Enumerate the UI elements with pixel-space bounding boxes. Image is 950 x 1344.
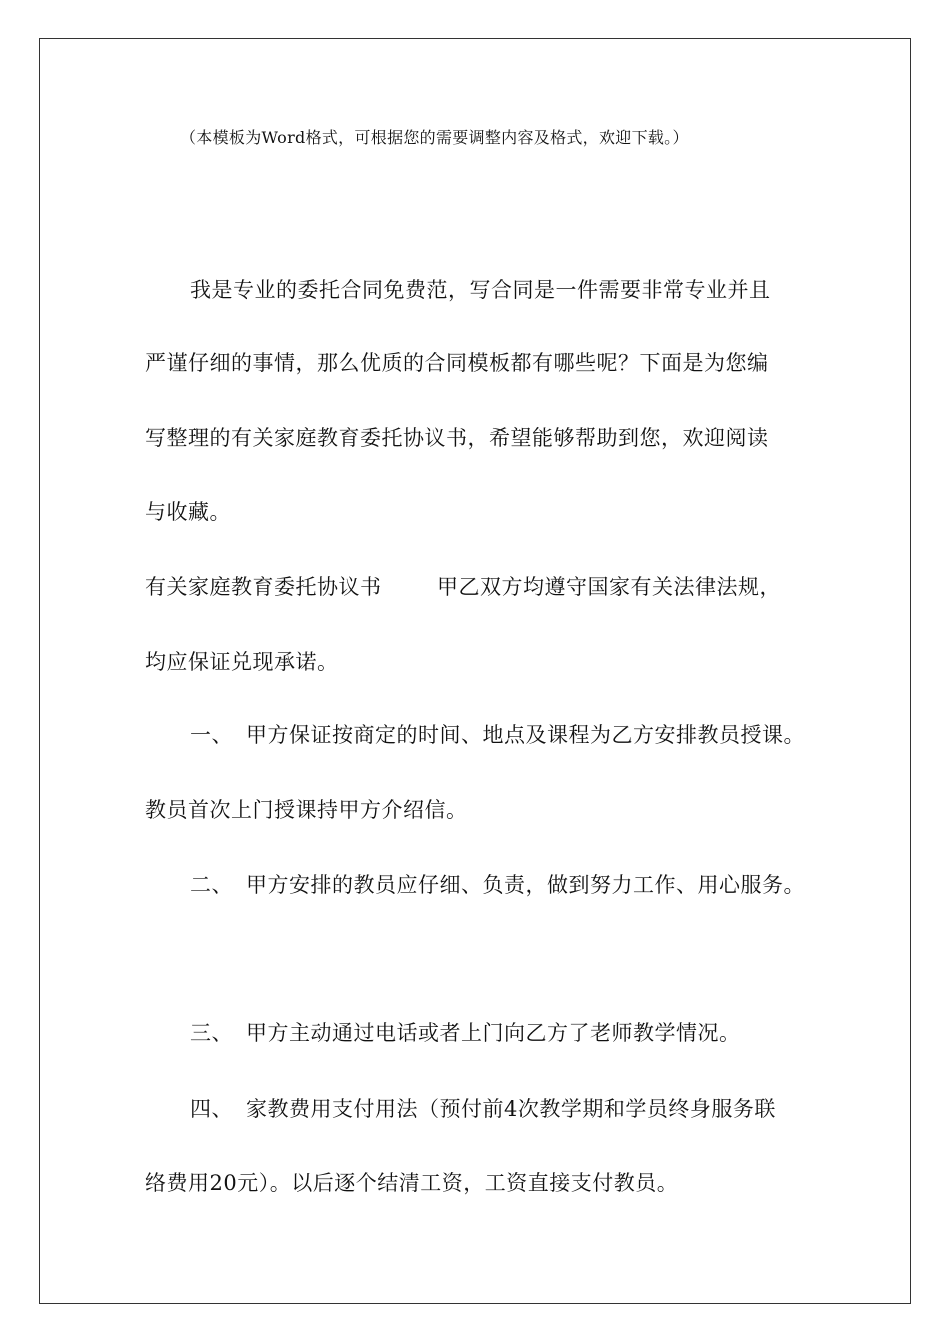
- agreement-opening: 甲乙双方均遵守国家有关法律法规，: [437, 575, 781, 599]
- agreement-opening-cont: 均应保证兑现承诺。: [145, 650, 339, 674]
- intro-line-1: 我是专业的委托合同免费范，写合同是一件需要非常专业并且: [190, 278, 771, 302]
- clause-text: 家教费用支付用法（预付前4次教学期和学员终身服务联: [246, 1097, 776, 1121]
- clause-text: 甲方安排的教员应仔细、负责，做到努力工作、用心服务。: [246, 873, 805, 897]
- clause-text-cont: 络费用20元）。以后逐个结清工资，工资直接支付教员。: [145, 1171, 679, 1195]
- clause-text-cont: 教员首次上门授课持甲方介绍信。: [145, 798, 468, 822]
- intro-line-2: 严谨仔细的事情，那么优质的合同模板都有哪些呢？下面是为您编: [145, 351, 769, 375]
- intro-line-4: 与收藏。: [145, 500, 231, 524]
- clause-number: 四、: [190, 1097, 233, 1121]
- clause-number: 二、: [190, 873, 233, 897]
- intro-line-3: 写整理的有关家庭教育委托协议书，希望能够帮助到您，欢迎阅读: [145, 426, 769, 450]
- clause-number: 一、: [190, 723, 233, 747]
- clause-number: 三、: [190, 1021, 233, 1045]
- template-notice: （本模板为Word格式，可根据您的需要调整内容及格式，欢迎下载。）: [180, 128, 689, 147]
- agreement-title: 有关家庭教育委托协议书: [145, 575, 382, 599]
- clause-text: 甲方保证按商定的时间、地点及课程为乙方安排教员授课。: [246, 723, 805, 747]
- clause-text: 甲方主动通过电话或者上门向乙方了老师教学情况。: [246, 1021, 741, 1045]
